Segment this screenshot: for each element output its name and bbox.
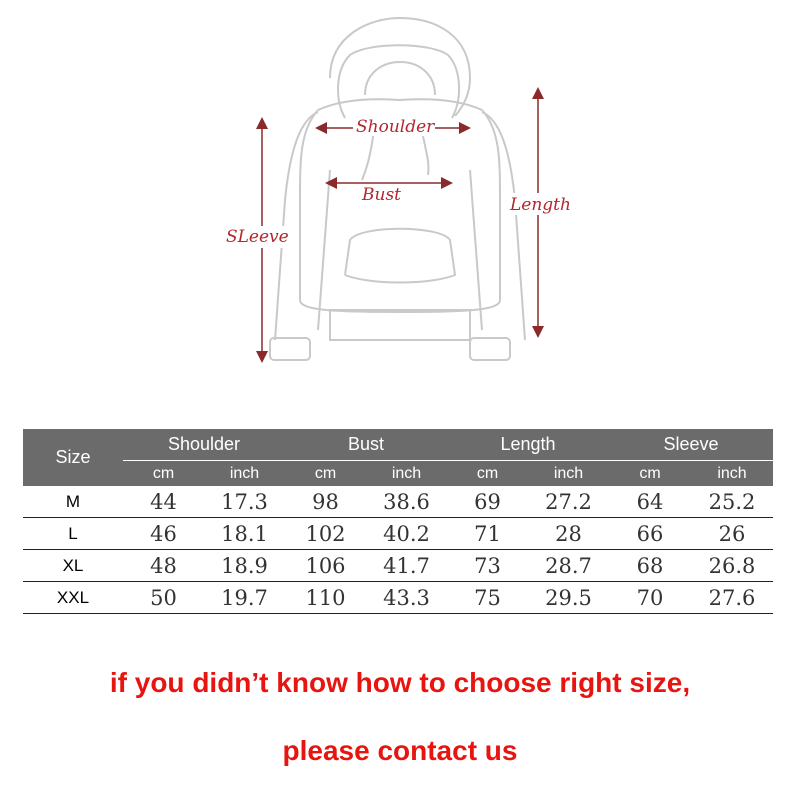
value-cell: 110 — [285, 582, 366, 614]
value-cell: 41.7 — [366, 550, 447, 582]
unit-header: inch — [528, 461, 609, 487]
value-cell: 29.5 — [528, 582, 609, 614]
size-cell: M — [23, 486, 123, 518]
value-cell: 102 — [285, 518, 366, 550]
value-cell: 26.8 — [691, 550, 773, 582]
value-cell: 48 — [123, 550, 204, 582]
sleeve-column-header: Sleeve — [609, 429, 773, 461]
size-column-header: Size — [23, 429, 123, 486]
size-help-note-line1: if you didn’t know how to choose right size, — [109, 667, 691, 698]
value-cell: 27.6 — [691, 582, 773, 614]
size-help-note-line2: please contact us — [282, 735, 518, 766]
size-cell: XL — [23, 550, 123, 582]
value-cell: 71 — [447, 518, 528, 550]
value-cell: 73 — [447, 550, 528, 582]
unit-header: inch — [691, 461, 773, 487]
table-row — [23, 486, 773, 518]
unit-header: cm — [123, 461, 204, 487]
unit-header: inch — [204, 461, 285, 487]
value-cell: 44 — [123, 486, 204, 518]
value-cell: 64 — [609, 486, 691, 518]
value-cell: 40.2 — [366, 518, 447, 550]
value-cell: 66 — [609, 518, 691, 550]
size-cell: XXL — [23, 582, 123, 614]
size-cell: L — [23, 518, 123, 550]
length-column-header: Length — [447, 429, 609, 461]
unit-header: cm — [609, 461, 691, 487]
value-cell: 70 — [609, 582, 691, 614]
table-row — [23, 550, 773, 582]
bust-label: Bust — [362, 185, 401, 205]
value-cell: 17.3 — [204, 486, 285, 518]
value-cell: 38.6 — [366, 486, 447, 518]
bust-column-header: Bust — [285, 429, 447, 461]
value-cell: 43.3 — [366, 582, 447, 614]
value-cell: 18.9 — [204, 550, 285, 582]
value-cell: 75 — [447, 582, 528, 614]
value-cell: 68 — [609, 550, 691, 582]
table-row — [23, 582, 773, 614]
length-label: Length — [510, 195, 571, 215]
value-cell: 19.7 — [204, 582, 285, 614]
value-cell: 27.2 — [528, 486, 609, 518]
value-cell: 28 — [528, 518, 609, 550]
value-cell: 98 — [285, 486, 366, 518]
value-cell: 106 — [285, 550, 366, 582]
value-cell: 69 — [447, 486, 528, 518]
shoulder-label: Shoulder — [356, 117, 435, 137]
size-chart-table — [23, 429, 773, 614]
value-cell: 25.2 — [691, 486, 773, 518]
unit-header: cm — [285, 461, 366, 487]
sleeve-label: SLeeve — [226, 227, 289, 247]
unit-header: inch — [366, 461, 447, 487]
table-row — [23, 518, 773, 550]
value-cell: 26 — [691, 518, 773, 550]
unit-header: cm — [447, 461, 528, 487]
value-cell: 18.1 — [204, 518, 285, 550]
value-cell: 50 — [123, 582, 204, 614]
shoulder-column-header: Shoulder — [123, 429, 285, 461]
value-cell: 46 — [123, 518, 204, 550]
value-cell: 28.7 — [528, 550, 609, 582]
